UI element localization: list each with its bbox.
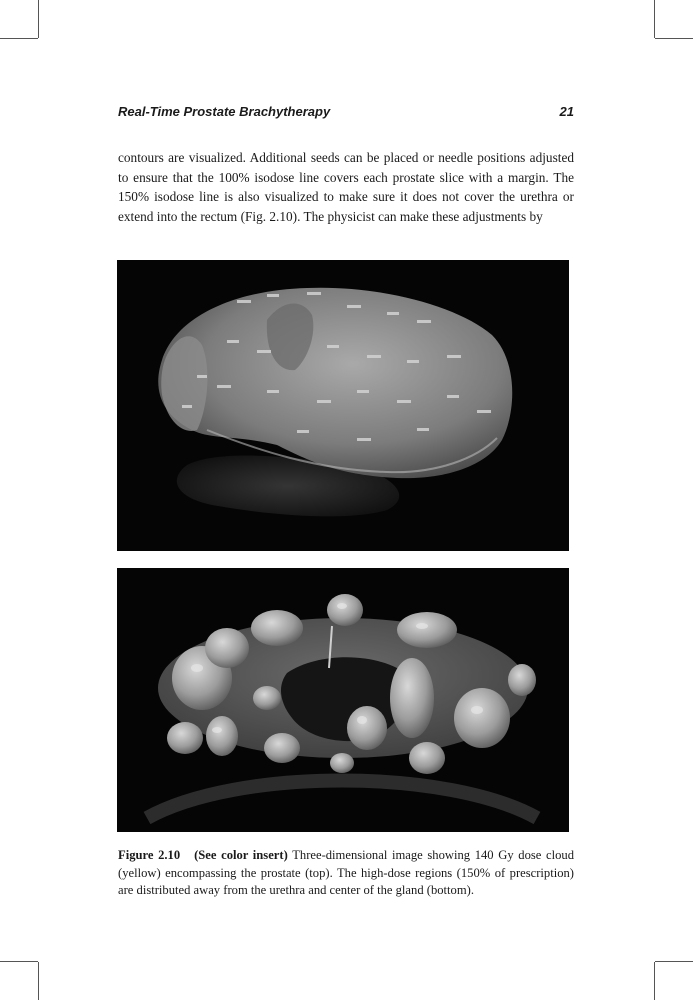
running-head-title: Real-Time Prostate Brachytherapy — [118, 104, 331, 119]
crop-mark — [38, 0, 39, 38]
figure-bottom-image — [117, 568, 569, 832]
crop-mark — [654, 962, 655, 1000]
crop-mark — [38, 962, 39, 1000]
crop-mark — [0, 38, 38, 39]
figure-caption — [118, 847, 574, 900]
figure-top-image — [117, 260, 569, 551]
running-head — [118, 104, 574, 124]
crop-mark — [0, 961, 38, 962]
body-paragraph: contours are visualized. Additional seeds can be placed or needle positions adjusted to ensure that the 100% isodose line covers each prostate slice with a margin. The 150% isodose line is also visualized to make sure it does not cover the urethra or extend into the rectum (Fig. 2.10). The physicist can make these adjustments by — [118, 150, 574, 224]
page-number: 21 — [559, 104, 574, 119]
crop-mark — [655, 38, 693, 39]
crop-mark — [654, 0, 655, 38]
figure-label: Figure 2.10 — [118, 848, 181, 862]
crop-mark — [655, 961, 693, 962]
color-insert-note: (See color insert) — [194, 848, 288, 862]
caption-text: Three-dimensional image showing 140 Gy dose cloud (yellow) encompassing the prostate (top). The high-dose regions (150% of prescription) are distributed away from the urethra and center of the gland (bottom). — [118, 848, 574, 897]
